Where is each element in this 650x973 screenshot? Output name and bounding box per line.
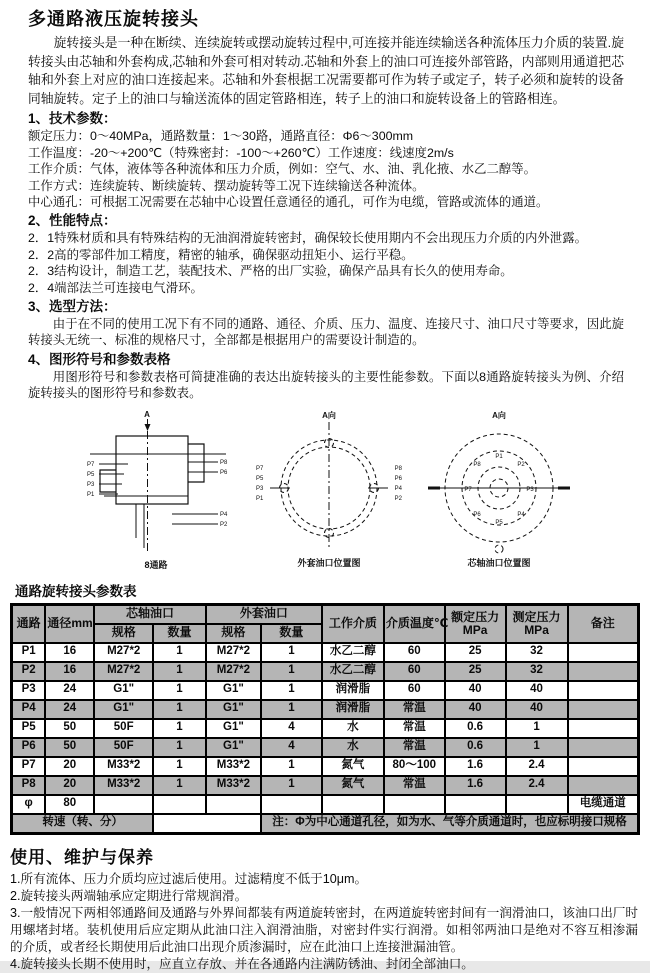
table-cell: 水乙二醇 [322,662,384,681]
table-cell: 1 [261,643,322,662]
table-cell: φ [12,795,46,814]
col-header-remark: 备注 [568,604,639,643]
table-cell: 50 [45,738,94,757]
view-direction-label: A向 [322,410,336,420]
table-cell: M33*2 [206,757,261,776]
table-cell: 1 [153,662,206,681]
maintenance-item: 3.一般情况下两相邻通路间及通路与外界间都装有两道旋转密封，在两道旋转密封间有一润滑油口，该油口出厂时用螺堵封堵。装机使用后应定期从此油口注入润滑油脂，对密封件实行润滑。如相邻两油口是绝对不容互相渗漏的介质，或者经长期使用后此油口出现介质渗漏时，应在此油口上连接泄漏油管。 [10,905,638,954]
table-cell: 水 [322,738,384,757]
table-cell: 1 [153,719,206,738]
feature-line: 2．3结构设计，制造工艺，装配技术、严格的出厂实验，确保产品具有长久的使用寿命。 [28,264,513,279]
table-cell: P4 [12,700,46,719]
tech-param-line: 工作方式：连续旋转、断续旋转、摆动旋转等工况下连续输送各种流体。 [28,178,425,193]
table-cell: G1" [94,700,153,719]
table-cell: 氮气 [322,776,384,795]
main-text-block [0,0,650,402]
col-header-rated-pressure [445,604,506,643]
table-cell: 2.4 [506,776,568,795]
selection-paragraph: 由于在不同的使用工况下有不同的通路、通径、介质、压力、温度、连接尺寸、油口尺寸等要求，因此旋转接头无统一、标准的规格尺寸，全部都是根据用户的需要设计制造的。 [28,317,624,348]
section-2-heading: 2、性能特点： [28,213,117,229]
table-cell: 16 [45,643,94,662]
table-cell: 电缆通道 [568,795,639,814]
table-cell: 1 [506,719,568,738]
maintenance-item: 4.旋转接头长期不使用时，应直立存放、并在各通路内注满防锈油、封闭全部油口。 [10,956,474,971]
table-cell: M27*2 [206,643,261,662]
table-cell [261,795,322,814]
table-cell: 1 [261,681,322,700]
table-cell: 25 [445,662,506,681]
table-header-row [12,604,639,624]
table-cell: G1" [206,738,261,757]
table-cell: 水乙二醇 [322,643,384,662]
table-cell: 1 [261,662,322,681]
port-label: P4 [220,511,228,518]
table-cell: M27*2 [206,662,261,681]
port-label: P1 [87,491,95,498]
tech-param-line: 中心通孔：可根据工况需要在芯轴中心设置任意通径的通孔，可作为电缆，管路或流体的通道。 [28,195,549,209]
feature-line: 2．4端部法兰可连接电气滑环。 [28,280,203,295]
table-cell [568,662,639,681]
port-label: P6 [220,469,228,476]
table-cell: 1 [153,643,206,662]
col-header-channel: 通路 [12,604,46,643]
col-header-core-qty: 数量 [153,624,206,643]
table-cell: P5 [12,719,46,738]
section-4-heading: 4、图形符号和参数表格 [28,351,171,367]
col-header-sleeve-qty: 数量 [261,624,322,643]
port-label: P6 [394,475,402,482]
table-cell [206,795,261,814]
parameters-table [10,603,640,835]
table-cell: 1 [153,776,206,795]
table-row [12,643,639,662]
table-cell: M33*2 [94,757,153,776]
port-label: P2 [220,521,228,528]
diagrams-row [0,408,650,574]
table-cell [568,643,639,662]
port-label: P3 [87,481,95,488]
table-cell: 50F [94,719,153,738]
table-cell: 润滑脂 [322,681,384,700]
table-cell: 水 [322,719,384,738]
table-cell: 常温 [384,719,445,738]
table-note-cell: 注：Φ为中心通道孔径，如为水、气等介质通道时，也应标明接口规格 [261,814,639,834]
port-label: P3 [526,486,534,493]
table-cell: 2.4 [506,757,568,776]
table-cell: 80 [45,795,94,814]
col-header-medium: 工作介质 [322,604,384,643]
table-cell: 0.6 [445,738,506,757]
port-label: P2 [517,461,525,468]
table-cell: 16 [45,662,94,681]
table-cell: M27*2 [94,662,153,681]
table-cell: 80～100 [384,757,445,776]
port-label: P2 [394,495,402,502]
table-row [12,795,639,814]
table-cell: M33*2 [94,776,153,795]
diagram-caption: 8通路 [144,559,168,570]
col-header-sleeve-port: 外套油口 [206,604,322,624]
table-cell: 24 [45,700,94,719]
port-label: P4 [394,485,402,492]
table-cell: 1 [261,776,322,795]
maintenance-heading: 使用、维护与保养 [10,847,154,867]
table-cell: 4 [261,738,322,757]
table-cell [568,681,639,700]
table-cell: 1 [153,757,206,776]
tech-param-line: 工作介质：气体，液体等各种流体和压力介质，例如：空气、水、油、乳化掖、水乙二醇等。 [28,162,537,177]
table-cell: 4 [261,719,322,738]
table-cell: 1 [261,700,322,719]
table-cell: 60 [384,681,445,700]
table-cell: 润滑脂 [322,700,384,719]
table-cell: 24 [45,681,94,700]
table-cell: 1 [261,757,322,776]
port-label: P4 [517,511,525,518]
table-cell: 1.6 [445,776,506,795]
table-cell: P2 [12,662,46,681]
table-cell: 20 [45,776,94,795]
maintenance-block [0,835,650,973]
view-direction-label: A向 [492,410,506,420]
table-cell: 氮气 [322,757,384,776]
maintenance-item: 1.所有流体、压力介质均应过滤后使用。过滤精度不低于10μm。 [10,871,368,886]
port-label: P1 [256,495,264,502]
table-cell: 1 [506,738,568,757]
table-cell [568,757,639,776]
table-cell [384,795,445,814]
port-label: P7 [87,461,95,468]
col-header-test-pressure [506,604,568,643]
table-cell: M27*2 [94,643,153,662]
table-cell: 32 [506,662,568,681]
table-row [12,776,639,795]
table-cell [445,795,506,814]
col-header-core-spec: 规格 [94,624,153,643]
core-port-diagram [424,408,574,572]
table-cell: P8 [12,776,46,795]
table-cell: 50 [45,719,94,738]
table-title: 通路旋转接头参数表 [15,583,137,599]
symbols-paragraph: 用图形符号和参数表格可简捷准确的表达出旋转接头的主要性能参数。下面以8通路旋转接头为例、介绍旋转接头的图形符号和参数表。 [28,369,624,401]
speed-row [12,814,639,834]
table-cell: 20 [45,757,94,776]
port-label: P8 [220,459,228,466]
table-cell [568,738,639,757]
col-header-core-port: 芯轴油口 [94,604,206,624]
port-label: P1 [495,453,503,460]
table-cell [153,795,206,814]
port-label: P8 [473,461,481,468]
table-cell: 40 [506,700,568,719]
feature-line: 2．1特殊材质和具有特殊结构的无油润滑旋转密封，确保较长使用期内不会出现压力介质的内外泄露。 [28,231,587,246]
port-label: P7 [464,486,472,493]
col-header-rated-line2: MPa [462,622,488,637]
port-label: P5 [495,519,503,526]
table-cell: 60 [384,643,445,662]
tech-param-line: 工作温度：-20～+200℃（特殊密封：-100～+260℃）工作速度：线速度2m/s [28,145,454,160]
speed-value-cell [153,814,261,834]
col-header-test-line2: MPa [524,622,549,637]
table-cell: 1 [153,681,206,700]
table-cell [94,795,153,814]
table-cell: 60 [384,662,445,681]
table-cell: 常温 [384,700,445,719]
section-1-heading: 1、技术参数： [28,111,117,127]
col-header-sleeve-spec: 规格 [206,624,261,643]
page-title: 多通路液压旋转接头 [28,9,199,29]
table-row [12,681,639,700]
table-cell [568,719,639,738]
table-cell: 常温 [384,738,445,757]
col-header-diameter: 通径mm [45,604,94,643]
table-cell [506,795,568,814]
speed-label-cell: 转速（转、分） [12,814,154,834]
table-cell: G1" [206,719,261,738]
table-cell: P7 [12,757,46,776]
table-cell [568,700,639,719]
intro-paragraph: 旋转接头是一种在断续、连续旋转或摆动旋转过程中,可连接并能连续输送各种流体压力介质的装置.旋转接头由芯轴和外套构成,芯轴和外套可相对转动.芯轴和外套上的油口可连接外部管路，内部则用通道把芯轴和外套上对应的油口连接起来。芯轴和外套根据工况需要都可作为转子或定子，转子必须和旋转的设备同轴旋转。定子上的油口与输送流体的固定管路相连，转子上的油口和旋转设备上的管路相连。 [28,35,624,106]
table-cell: 常温 [384,776,445,795]
diagram-caption: 外套油口位置图 [297,557,361,568]
table-cell: 40 [445,681,506,700]
table-row [12,738,639,757]
maintenance-item: 2.旋转接头两端轴承应定期进行常规润滑。 [10,888,248,903]
table-cell: 32 [506,643,568,662]
arrow-down-icon [145,424,151,431]
tech-param-line: 额定压力：0～40MPa，通路数量：1～30路，通路直径：Φ6～300mm [28,129,414,144]
table-cell: P1 [12,643,46,662]
table-cell: 25 [445,643,506,662]
table-cell: 1.6 [445,757,506,776]
port-label: P5 [256,475,264,482]
table-cell: 40 [445,700,506,719]
table-row [12,757,639,776]
table-row [12,700,639,719]
table-cell: 40 [506,681,568,700]
diagram-caption: 芯轴油口位置图 [467,557,531,568]
table-cell: G1" [206,681,261,700]
table-row [12,719,639,738]
sleeve-port-diagram [254,408,404,572]
table-block [0,580,650,835]
table-cell: 50F [94,738,153,757]
table-cell [322,795,384,814]
port-label: P3 [256,485,264,492]
graphic-symbol-diagram [84,408,234,572]
view-direction-label: A [144,409,150,419]
table-cell [568,776,639,795]
port-label: P5 [87,471,95,478]
port-label: P7 [256,465,264,472]
table-cell: G1" [94,681,153,700]
col-header-rated-line1: 额定压力 [451,610,500,625]
port-label: P8 [394,465,402,472]
col-header-test-line1: 测定压力 [512,610,561,625]
table-cell: P6 [12,738,46,757]
table-row [12,662,639,681]
table-cell: P3 [12,681,46,700]
table-cell: 1 [153,700,206,719]
table-cell: M33*2 [206,776,261,795]
feature-line: 2．2高的零部件加工精度，精密的轴承，确保驱动扭矩小、运行平稳。 [28,247,414,262]
port-label: P6 [473,511,481,518]
section-3-heading: 3、选型方法： [28,299,117,315]
col-header-temp: 介质温度℃ [384,604,445,643]
table-cell: G1" [206,700,261,719]
table-cell: 0.6 [445,719,506,738]
table-cell: 1 [153,738,206,757]
